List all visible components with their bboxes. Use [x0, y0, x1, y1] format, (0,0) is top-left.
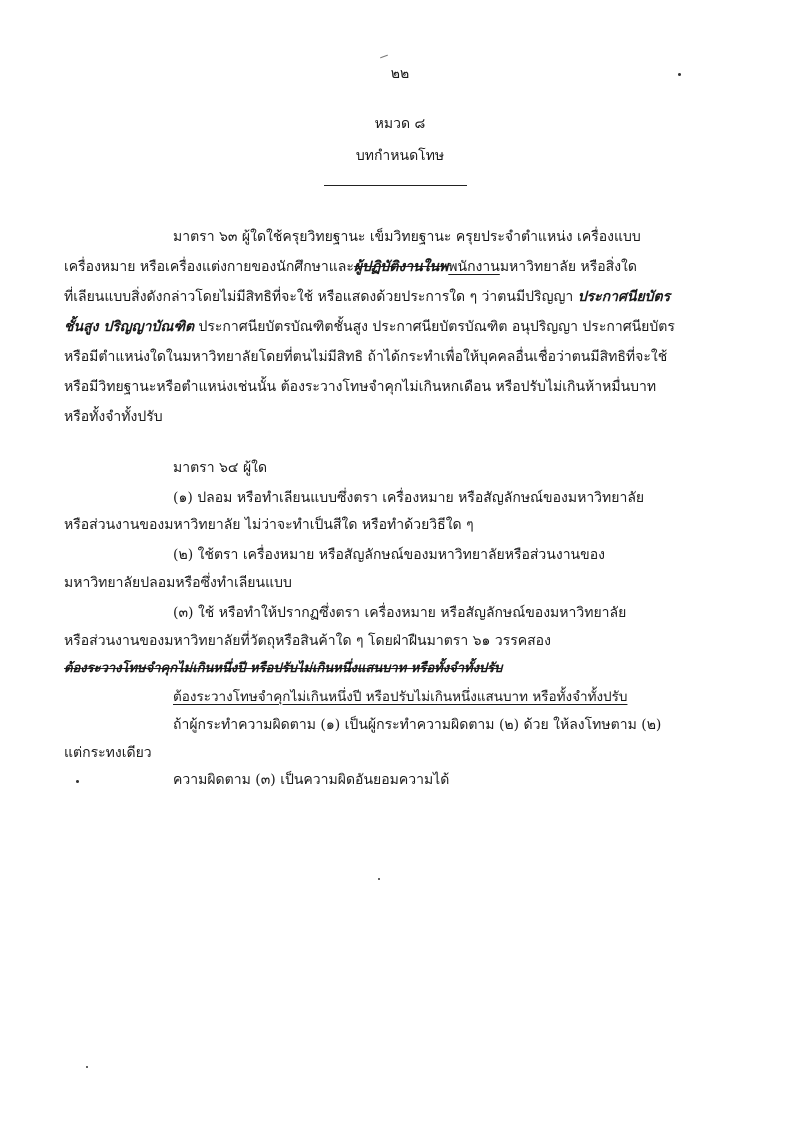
pen-mark — [380, 55, 388, 59]
section-63-line-5: หรือมีตำแหน่งใดในมหาวิทยาลัยโดยที่ตนไม่มีสิทธิ ถ้าได้กระทำเพื่อให้บุคคลอื่นเชื่อว่าตนมีสิทธิที่จะใช้ — [64, 349, 668, 365]
speck — [378, 878, 380, 880]
section-64-item-1-line-1: (๑) ปลอม หรือทำเลียนแบบซึ่งตรา เครื่องหมาย หรือสัญลักษณ์ของมหาวิทยาลัย — [173, 490, 645, 506]
section-64-heading: มาตรา ๖๔ ผู้ใด — [173, 460, 268, 476]
penalty-struck: ต้องระวางโทษจำคุกไม่เกินหนึ่งปี หรือปรับไม่เกินหนึ่งแสนบาท หรือทั้งจำทั้งปรับ — [64, 661, 503, 676]
section-64-merge-line-2: แต่กระทงเดียว — [64, 745, 152, 761]
chapter-title: หมวด ๘ — [374, 116, 426, 132]
section-64-item-3-line-2: หรือส่วนงานของมหาวิทยาลัยที่วัตถุหรือสินค้าใด ๆ โดยฝ่าฝืนมาตรา ๖๑ วรรคสอง — [64, 633, 551, 649]
struck-amendment: ผู้ปฏิบัติงานในพ — [353, 259, 449, 275]
section-63-line-3: ที่เลียนแบบสิ่งดังกล่าวโดยไม่มีสิทธิที่จะใช้ หรือแสดงด้วยประการใด ๆ ว่าตนมีปริญญา ประกาศนียบัตร — [64, 289, 671, 305]
section-63-line-4: ชั้นสูง ปริญญาบัณฑิต ประกาศนียบัตรบัณฑิตชั้นสูง ประกาศนียบัตรบัณฑิต อนุปริญญา ประกาศนียบัตร — [64, 319, 675, 335]
inserted-amendment: พนักงาน — [448, 259, 500, 275]
title-divider — [324, 185, 467, 186]
chapter-subtitle: บทกำหนดโทษ — [355, 148, 445, 164]
bullet-mark — [76, 780, 79, 783]
section-64-item-3-line-1: (๓) ใช้ หรือทำให้ปรากฏซึ่งตรา เครื่องหมาย หรือสัญลักษณ์ของมหาวิทยาลัย — [173, 605, 627, 621]
speck — [86, 1066, 88, 1068]
section-63-line-6: หรือมีวิทยฐานะหรือตำแหน่งเช่นนั้น ต้องระวางโทษจำคุกไม่เกินหกเดือน หรือปรับไม่เกินห้าหมื่นบาท — [64, 379, 657, 395]
section-64-item-2-line-1: (๒) ใช้ตรา เครื่องหมาย หรือสัญลักษณ์ของมหาวิทยาลัยหรือส่วนงานของ — [173, 547, 605, 563]
penalty-amended: ต้องระวางโทษจำคุกไม่เกินหนึ่งปี หรือปรับไม่เกินหนึ่งแสนบาท หรือทั้งจำทั้งปรับ — [173, 689, 628, 705]
section-63-line-2: เครื่องหมาย หรือเครื่องแต่งกายของนักศึกษาและผู้ปฏิบัติงานในพพนักงานมหาวิทยาลัย หรือสิ่งใด — [64, 259, 637, 275]
section-64-item-2-line-2: มหาวิทยาลัยปลอมหรือซึ่งทำเลียนแบบ — [64, 575, 292, 591]
section-64-compoundable: ความผิดตาม (๓) เป็นความผิดอันยอมความได้ — [173, 772, 450, 788]
section-64-merge-line-1: ถ้าผู้กระทำความผิดตาม (๑) เป็นผู้กระทำความผิดตาม (๒) ด้วย ให้ลงโทษตาม (๒) — [173, 717, 662, 733]
page-number: ๒๒ — [390, 66, 410, 82]
section-64-item-1-line-2: หรือส่วนงานของมหาวิทยาลัย ไม่ว่าจะทำเป็นสีใด หรือทำด้วยวิธีใด ๆ — [64, 517, 474, 533]
section-63-line-7: หรือทั้งจำทั้งปรับ — [64, 409, 163, 425]
section-63-line-1: มาตรา ๖๓ ผู้ใดใช้ครุยวิทยฐานะ เข็มวิทยฐานะ ครุยประจำตำแหน่ง เครื่องแบบ — [173, 229, 641, 245]
